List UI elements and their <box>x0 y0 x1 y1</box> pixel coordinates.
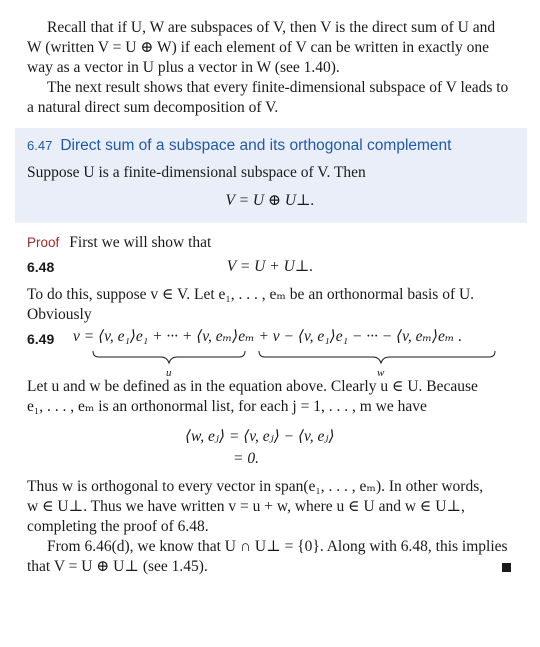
equation-6-48-body: V = U + U⊥. <box>226 258 314 275</box>
equation-6-49-left: v = ⟨v, e₁⟩e₁ + ··· + ⟨v, eₘ⟩eₘ <box>73 328 255 345</box>
proof-p2-line2: e₁, . . . , eₘ is an orthonormal list, for each j = 1, . . . , m we have <box>27 398 427 415</box>
underbrace-label-u: u <box>166 367 172 379</box>
underbrace-u <box>93 351 245 363</box>
proof-p2-line1: Let u and w be defined as in the equation above. Clearly u ∈ U. Because <box>27 378 478 395</box>
proof-p3-line1: Thus w is orthogonal to every vector in span(e₁, . . . , eₘ). In other words, <box>27 478 484 495</box>
proof-paragraph-2 <box>27 377 513 417</box>
theorem-number: 6.47 <box>27 138 53 153</box>
proof-intro-line <box>27 233 513 253</box>
proof-intro: First we will show that <box>69 234 212 251</box>
theorem-heading <box>27 136 513 156</box>
proof-p3-line3: completing the proof of 6.48. <box>27 518 209 535</box>
underbrace-w <box>259 351 495 363</box>
proof-paragraph-1 <box>27 285 513 325</box>
proof-p4-line2: that V = U ⊕ U⊥ (see 1.45). <box>27 558 208 575</box>
para2-line2: a natural direct sum decomposition of V. <box>27 99 279 116</box>
theorem-statement: Suppose U is a finite-dimensional subspace of V. Then <box>27 164 366 181</box>
paragraph-next-result <box>27 78 513 118</box>
qed-square-icon <box>502 563 511 572</box>
proof-paragraph-3 <box>27 477 513 537</box>
aligned-equation-line2: = 0. <box>233 450 259 467</box>
aligned-equation <box>27 425 513 469</box>
equation-number-6-48: 6.48 <box>27 259 55 275</box>
equation-6-49-right: + v − ⟨v, e₁⟩e₁ − ··· − ⟨v, eₘ⟩eₘ . <box>258 328 463 345</box>
page <box>27 18 513 577</box>
underbrace-graphic <box>27 327 513 373</box>
proof-p1-line1: To do this, suppose v ∈ V. Let e₁, . . . , eₘ be an orthonormal basis of U. <box>27 286 475 303</box>
proof-label: Proof <box>27 235 60 250</box>
aligned-equation-line1: ⟨w, eⱼ⟩ = ⟨v, eⱼ⟩ − ⟨v, eⱼ⟩ <box>185 428 335 445</box>
equation-6-48 <box>27 257 513 281</box>
proof-p3-line2: w ∈ U⊥. Thus we have written v = u + w, where u ∈ U and w ∈ U⊥, <box>27 498 465 515</box>
theorem-display-equation: V = U ⊕ U⊥. <box>225 192 315 209</box>
para1-line1: Recall that if U, W are subspaces of V, then V is the direct sum of U and <box>47 19 496 36</box>
proof-paragraph-4 <box>27 537 513 577</box>
equation-number-6-49: 6.49 <box>27 331 55 347</box>
paragraph-recall <box>27 18 513 78</box>
theorem-box <box>15 128 527 223</box>
underbrace-label-w: w <box>377 367 385 379</box>
para1-line3: way as a vector in U plus a vector in W (see 1.40). <box>27 59 340 76</box>
proof-p4-line1: From 6.46(d), we know that U ∩ U⊥ = {0}. Along with 6.48, this implies <box>47 538 508 555</box>
para1-line2: W (written V = U ⊕ W) if each element of V can be written in exactly one <box>27 39 490 56</box>
para2-line1: The next result shows that every finite-dimensional subspace of V leads to <box>47 79 509 96</box>
equation-6-49 <box>27 327 513 379</box>
proof-p1-line2: Obviously <box>27 306 92 323</box>
theorem-title: Direct sum of a subspace and its orthogonal complement <box>60 137 452 154</box>
